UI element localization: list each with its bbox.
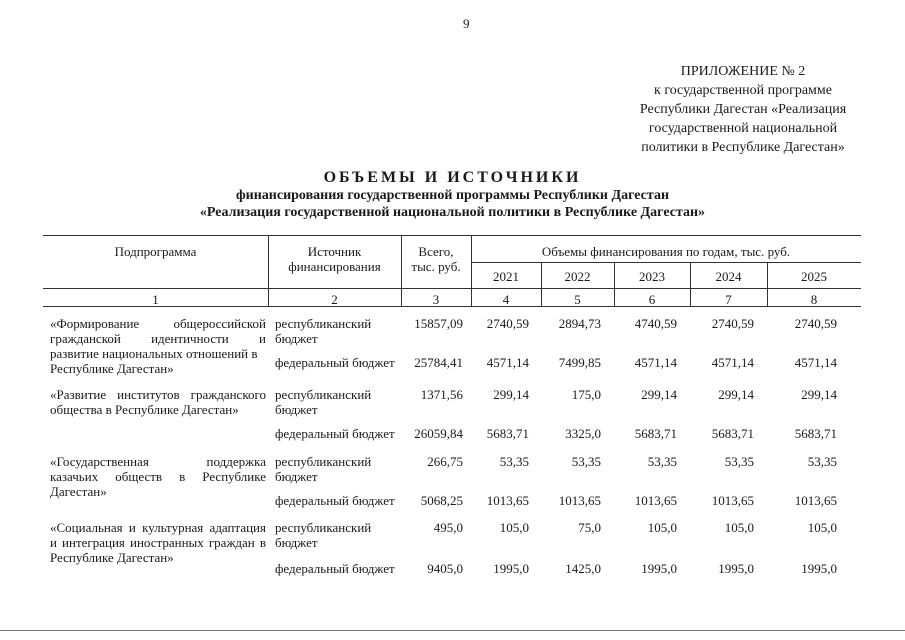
federal-2021: 4571,14 (486, 355, 529, 370)
federal-2022: 7499,85 (558, 355, 601, 370)
regional-2023: 299,14 (641, 387, 677, 402)
regional-2025: 105,0 (807, 520, 837, 535)
program-name: казачьих обществ в Республике (50, 469, 266, 484)
regional-2023: 53,35 (647, 454, 677, 469)
regional-2025: 2740,59 (794, 316, 837, 331)
regional-2023: 4740,59 (634, 316, 677, 331)
source-federal: федеральный бюджет (275, 355, 395, 370)
header-year: 2021 (493, 269, 519, 284)
header-year: 2023 (639, 269, 665, 284)
source-regional: республиканский (275, 387, 372, 402)
regional-2022: 53,35 (571, 454, 601, 469)
federal-2024: 5683,71 (711, 426, 754, 441)
program-name: Дагестан» (50, 484, 107, 499)
federal-2022: 1013,65 (558, 493, 601, 508)
federal-2023: 5683,71 (634, 426, 677, 441)
federal-2024: 4571,14 (711, 355, 754, 370)
federal-2025: 5683,71 (794, 426, 837, 441)
col-number: 5 (574, 292, 581, 307)
regional-2024: 2740,59 (711, 316, 754, 331)
document-subtitle: финансирования государственной программы Республики Дагестан (235, 188, 670, 203)
header-year: 2022 (564, 269, 591, 284)
program-name: развитие национальных отношений в (50, 346, 258, 361)
col-number: 4 (502, 292, 510, 307)
program-name: «Формирование общероссийской (50, 316, 266, 331)
federal-total: 25784,41 (414, 355, 463, 370)
header-total: тыс. руб. (411, 259, 461, 274)
regional-total: 266,75 (427, 454, 463, 469)
source-regional: бюджет (275, 469, 318, 484)
col-number: 3 (432, 292, 440, 307)
header-volumes: Объемы финансирования по годам, тыс. руб. (541, 244, 791, 259)
program-name: «Государственная поддержка (50, 454, 266, 469)
years-divider (471, 262, 861, 263)
page-bottom-edge (0, 630, 905, 631)
regional-2021: 105,0 (499, 520, 529, 535)
federal-2025: 1013,65 (794, 493, 837, 508)
regional-2024: 299,14 (718, 387, 754, 402)
federal-2023: 1013,65 (634, 493, 677, 508)
col-number: 1 (152, 292, 159, 307)
federal-2025: 1995,0 (801, 561, 837, 576)
source-federal: федеральный бюджет (275, 561, 395, 576)
header-bottom-border (43, 288, 861, 289)
federal-2024: 1013,65 (711, 493, 754, 508)
source-federal: федеральный бюджет (275, 493, 395, 508)
program-name: «Социальная и культурная адаптация (50, 520, 266, 535)
program-name: и интеграция иностранных граждан в (50, 535, 266, 550)
regional-2021: 2740,59 (486, 316, 529, 331)
document-title: ОБЪЕМЫ И ИСТОЧНИКИ (323, 169, 582, 186)
federal-total: 26059,84 (414, 426, 463, 441)
federal-2021: 5683,71 (486, 426, 529, 441)
header-year: 2024 (715, 269, 742, 284)
appendix-line: Республики Дагестан «Реализация (639, 102, 847, 117)
program-name: «Развитие институтов гражданского (50, 387, 266, 402)
document-subtitle-program: «Реализация государственной национальной политики в Республике Дагестан» (199, 205, 706, 220)
source-regional: бюджет (275, 402, 318, 417)
col-number: 8 (810, 292, 818, 307)
federal-2023: 1995,0 (641, 561, 677, 576)
source-regional: республиканский (275, 520, 372, 535)
source-federal: федеральный бюджет (275, 426, 395, 441)
federal-2022: 1425,0 (565, 561, 601, 576)
regional-2022: 2894,73 (558, 316, 601, 331)
header-year: 2025 (801, 269, 827, 284)
regional-2022: 175,0 (571, 387, 601, 402)
federal-2025: 4571,14 (794, 355, 837, 370)
federal-2021: 1013,65 (486, 493, 529, 508)
regional-2023: 105,0 (647, 520, 677, 535)
regional-2024: 105,0 (724, 520, 754, 535)
regional-2021: 299,14 (493, 387, 529, 402)
federal-2021: 1995,0 (493, 561, 529, 576)
source-regional: республиканский (275, 454, 372, 469)
page-number: 9 (463, 16, 470, 31)
col-number: 6 (648, 292, 656, 307)
regional-total: 1371,56 (420, 387, 463, 402)
regional-total: 15857,09 (414, 316, 463, 331)
source-regional: бюджет (275, 331, 318, 346)
program-name: Республике Дагестан» (50, 550, 174, 565)
appendix-line: государственной национальной (648, 121, 838, 136)
header-source: Источник (307, 244, 362, 259)
col-number: 7 (725, 292, 732, 307)
program-name: гражданской идентичности и (50, 331, 266, 346)
appendix-block (623, 62, 863, 157)
regional-2025: 299,14 (801, 387, 837, 402)
regional-2024: 53,35 (724, 454, 754, 469)
federal-2022: 3325,0 (565, 426, 601, 441)
source-regional: бюджет (275, 535, 318, 550)
federal-2023: 4571,14 (634, 355, 677, 370)
regional-2025: 53,35 (807, 454, 837, 469)
regional-2022: 75,0 (578, 520, 601, 535)
federal-total: 9405,0 (427, 561, 463, 576)
regional-total: 495,0 (433, 520, 463, 535)
header-source: финансирования (288, 259, 381, 274)
header-subprogram: Подпрограмма (114, 244, 197, 259)
header-total: Всего, (418, 244, 454, 259)
appendix-line: политики в Республике Дагестан» (641, 140, 845, 155)
federal-2024: 1995,0 (718, 561, 754, 576)
col-number: 2 (331, 292, 338, 307)
appendix-line: ПРИЛОЖЕНИЕ № 2 (680, 64, 806, 79)
table-top-border (43, 235, 861, 236)
program-name: Республике Дагестан» (50, 361, 174, 376)
source-regional: республиканский (275, 316, 372, 331)
appendix-line: к государственной программе (654, 83, 832, 98)
program-name: общества в Республике Дагестан» (50, 402, 239, 417)
federal-total: 5068,25 (420, 493, 463, 508)
regional-2021: 53,35 (499, 454, 529, 469)
